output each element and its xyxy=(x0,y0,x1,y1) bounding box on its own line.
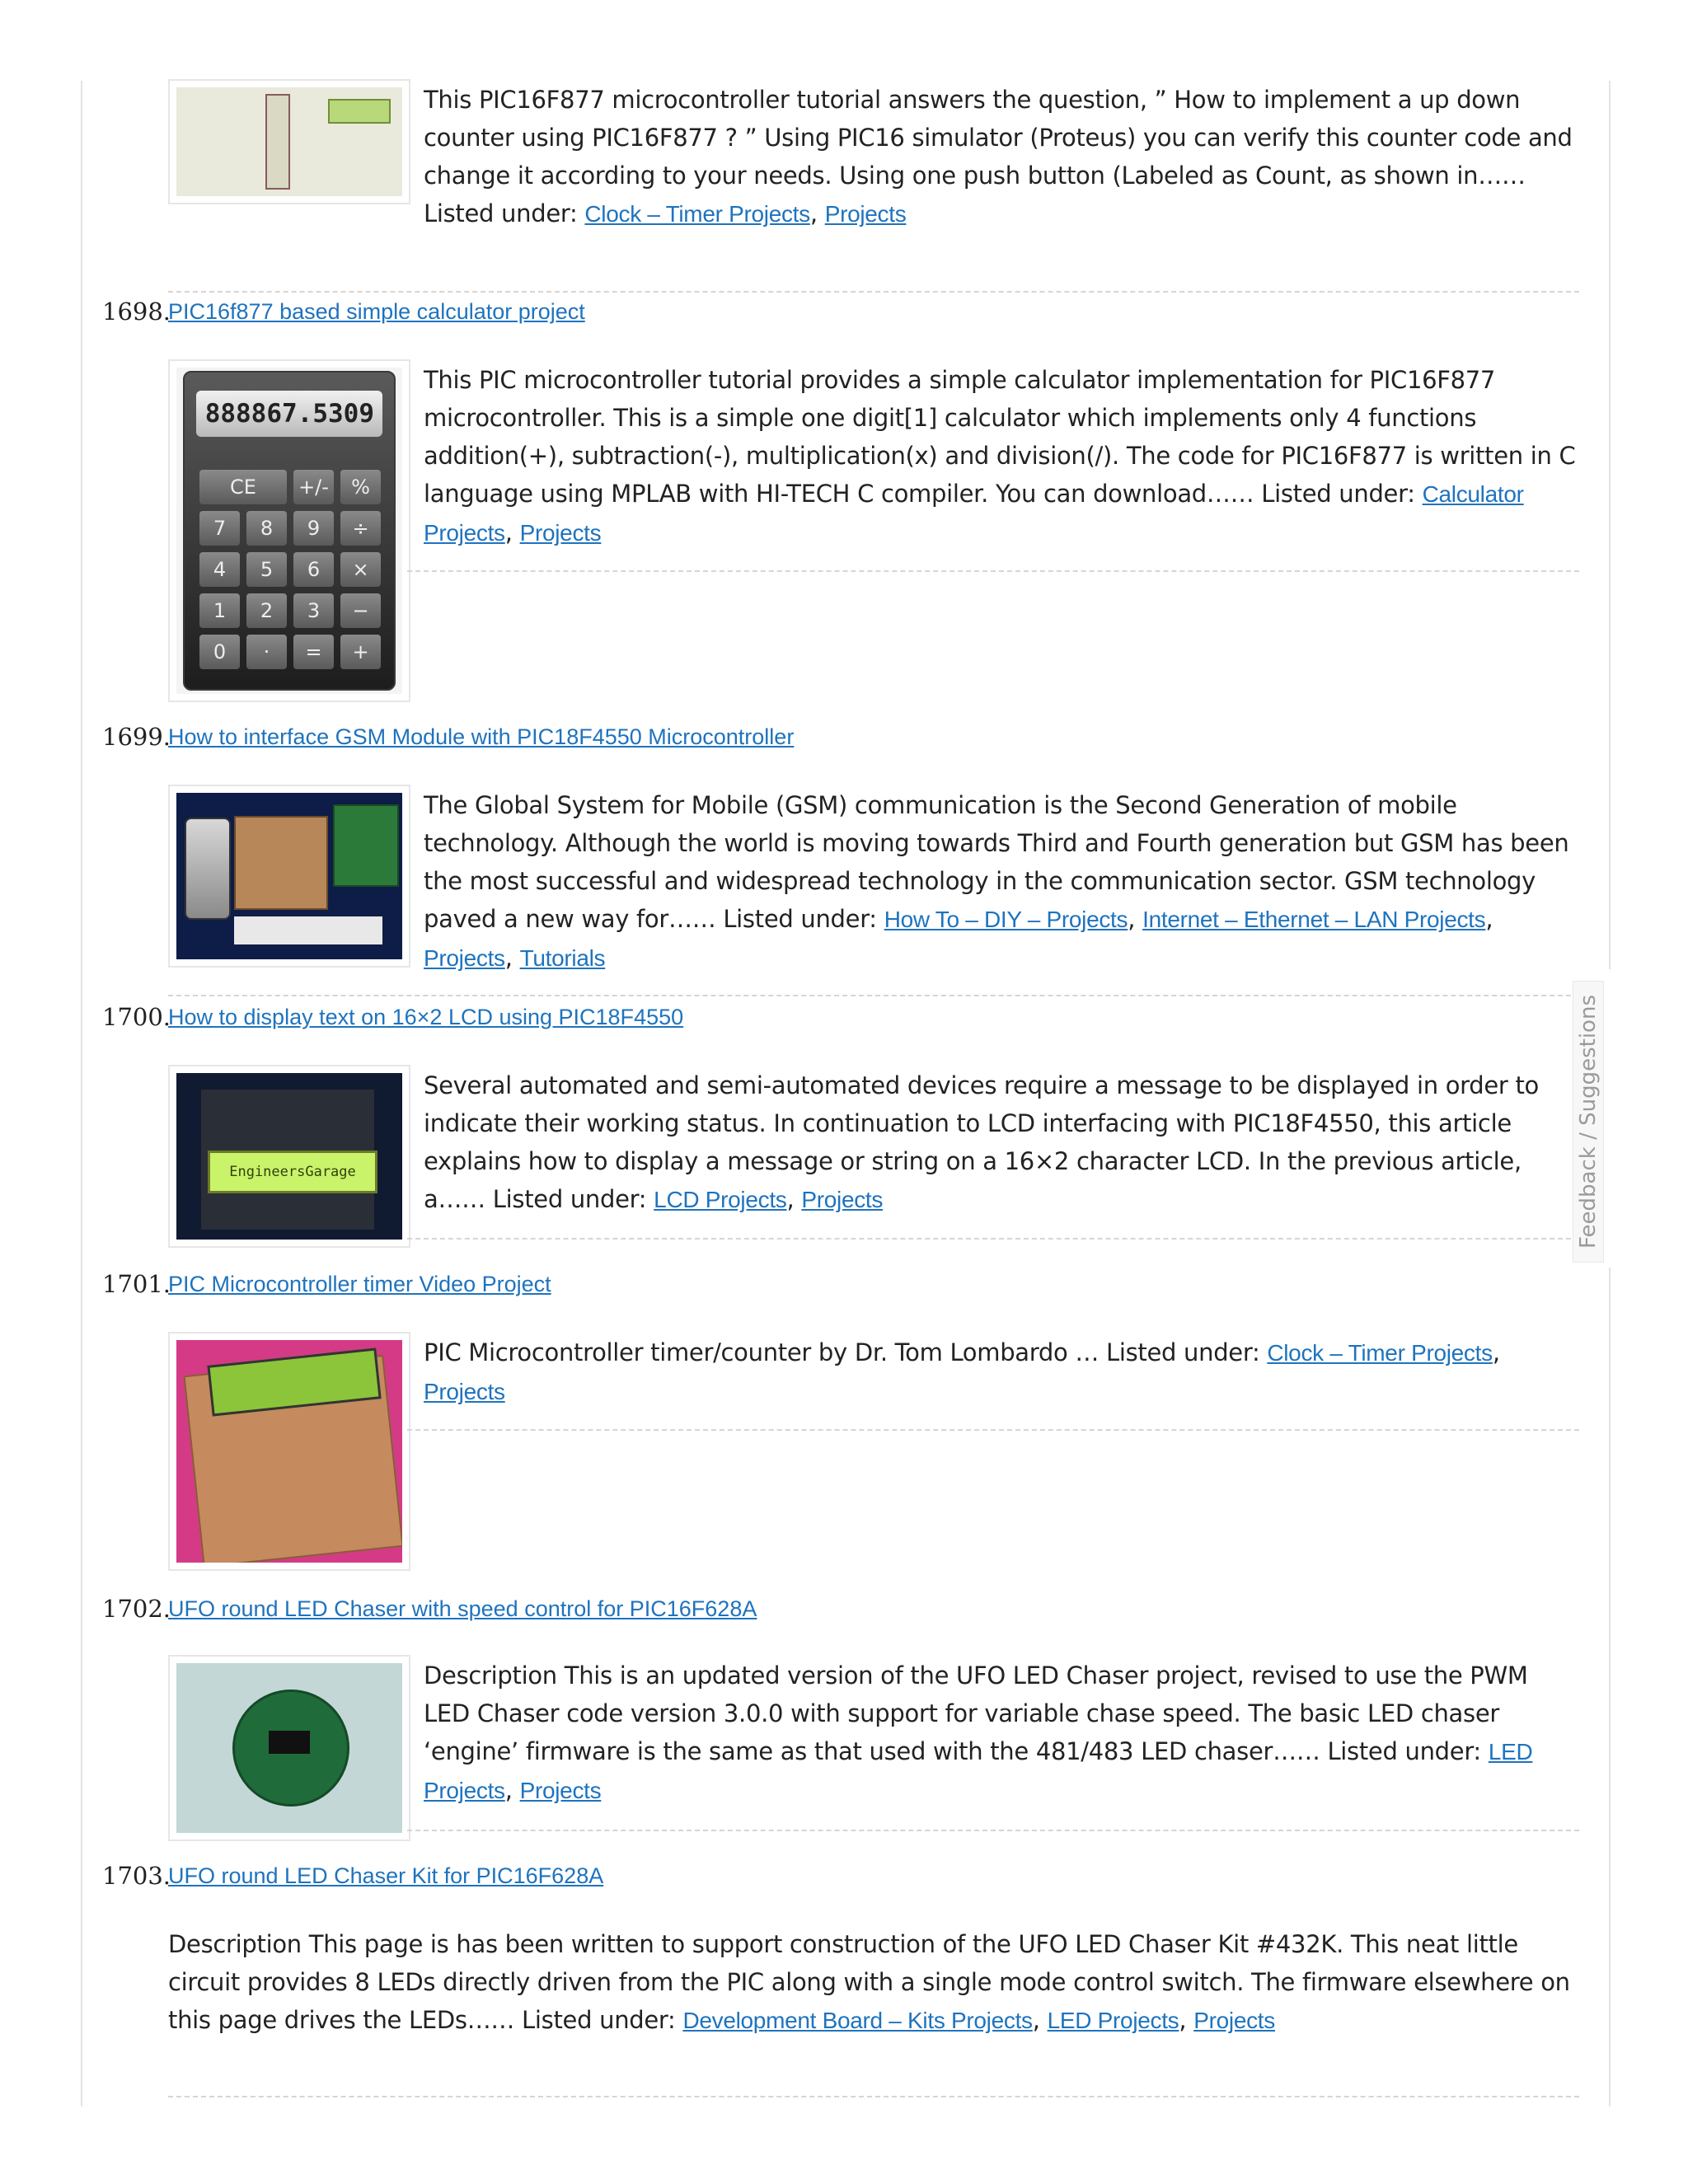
entry-description-text: This PIC16F877 microcontroller tutorial answers the question, ” How to implement a up down counter using PIC16F877 ? ” Using PIC16 simulator (Proteus) you can verify this counter code and change it according to your needs. Using one push button (Labeled as Count, as shown in…… Listed under: xyxy=(424,86,1573,227)
schematic-lcd xyxy=(328,99,391,124)
calculator-key: CE xyxy=(199,470,287,504)
calculator-image xyxy=(176,368,402,694)
entry-number: 1701. xyxy=(102,1270,171,1298)
calculator-key: ÷ xyxy=(340,511,381,546)
calculator-key: 1 xyxy=(199,593,240,628)
entry-number: 1703. xyxy=(102,1862,171,1890)
page-frame-left xyxy=(81,81,82,2107)
tag-link[interactable]: Projects xyxy=(801,1187,884,1212)
calculator-key: 7 xyxy=(199,511,240,546)
lcd-image xyxy=(176,1073,402,1240)
calculator-key: × xyxy=(340,552,381,587)
calculator-key: 6 xyxy=(293,552,334,587)
calculator-key: − xyxy=(340,593,381,628)
entry-description: PIC Microcontroller timer/counter by Dr. Tom Lombardo … Listed under: Clock – Timer Projects, Projects xyxy=(424,1338,1500,1404)
entry-number: 1698. xyxy=(102,298,171,326)
calculator-key: 5 xyxy=(246,552,287,587)
entry-description-text: This PIC microcontroller tutorial provides a simple calculator implementation for PIC16F877 microcontroller. This is a simple one digit[1] calculator which implements only 4 functions addition(+), subtraction(-), multiplication(x) and division(/). The code for PIC16F877 is written in C language using MPLAB with HI-TECH C compiler. You can download…… Listed under: xyxy=(424,366,1576,508)
entry-number: 1699. xyxy=(102,723,171,751)
entry-description-text: The Global System for Mobile (GSM) communication is the Second Generation of mobile technology. Although the world is moving towards Third and Fourth generation but GSM has been the most successful and widespread technology in the communication sector. GSM technology paved a new way for…… Listed under: xyxy=(424,791,1569,933)
tag-link[interactable]: LED Projects xyxy=(1047,2008,1179,2033)
entry-description: This PIC microcontroller tutorial provides a simple calculator implementation for PIC16F877 microcontroller. This is a simple one digit[1] calculator which implements only 4 functions addition(+), subtraction(-), multiplication(x) and division(/). The code for PIC16F877 is written in C language using MPLAB with HI-TECH C compiler. You can download…… Listed under: Calculator Projects, Projects xyxy=(424,366,1576,546)
gsm-module xyxy=(333,804,399,887)
calculator-key: +/- xyxy=(293,470,334,504)
calculator-display: 888867.5309 xyxy=(196,391,382,437)
entry-separator xyxy=(407,1830,1579,1831)
entry-separator xyxy=(168,995,1579,996)
calculator-key: 8 xyxy=(246,511,287,546)
entry-title-link[interactable]: UFO round LED Chaser Kit for PIC16F628A xyxy=(168,1863,604,1888)
entry-description-text: Several automated and semi-automated devices require a message to be displayed in order to indicate their working status. In continuation to LCD interfacing with PIC18F4550, this article explains how to display a message or string on a 16×2 character LCD. In the previous article, a…… Listed under: xyxy=(424,1071,1539,1213)
entry-separator xyxy=(407,1429,1579,1431)
entry-title-link[interactable]: PIC Microcontroller timer Video Project xyxy=(168,1272,551,1296)
tag-link[interactable]: Clock – Timer Projects xyxy=(1267,1340,1493,1366)
entry-title-link[interactable]: How to interface GSM Module with PIC18F4550 Microcontroller xyxy=(168,724,795,749)
entry-separator xyxy=(168,291,1579,293)
schematic-image xyxy=(176,87,402,196)
entry-title-link[interactable]: PIC16f877 based simple calculator project xyxy=(168,299,585,324)
entry-separator xyxy=(407,1238,1579,1240)
tag-link[interactable]: Projects xyxy=(519,520,602,546)
led-chip xyxy=(269,1731,310,1754)
entry-thumbnail[interactable] xyxy=(168,359,410,702)
tag-link[interactable]: Projects xyxy=(1193,2008,1275,2033)
entry-description: This PIC16F877 microcontroller tutorial answers the question, ” How to implement a up down counter using PIC16F877 ? ” Using PIC16 simulator (Proteus) you can verify this counter code and change it according to your needs. Using one push button (Labeled as Count, as shown in…… Listed under: Clock – Timer Projects, Projects xyxy=(424,86,1573,227)
entry-separator xyxy=(168,2096,1579,2097)
calculator-body xyxy=(183,371,396,691)
circuit-board xyxy=(234,816,328,910)
feedback-tab[interactable] xyxy=(1573,981,1604,1263)
tag-link[interactable]: How To – DIY – Projects xyxy=(884,907,1128,932)
tag-link[interactable]: Projects xyxy=(424,945,505,971)
entry-description: Several automated and semi-automated devices require a message to be displayed in order to indicate their working status. In continuation to LCD interfacing with PIC18F4550, this article explains how to display a message or string on a 16×2 character LCD. In the previous article, a…… Listed under: LCD Projects, Projects xyxy=(424,1071,1539,1213)
entry-title-link[interactable]: UFO round LED Chaser with speed control for PIC16F628A xyxy=(168,1596,757,1621)
entry-separator xyxy=(407,570,1579,572)
calculator-key: + xyxy=(340,635,381,669)
entry-thumbnail[interactable] xyxy=(168,79,410,204)
page-frame-right xyxy=(1609,81,1611,969)
tag-link[interactable]: Projects xyxy=(824,201,907,227)
entry-number: 1702. xyxy=(102,1595,171,1623)
entry-description-text: Description This is an updated version of the UFO LED Chaser project, revised to use the PWM LED Chaser code version 3.0.0 with support for variable chase speed. The basic LED chaser ‘engine’ firmware is the same as that used with the 481/483 LED chaser…… Listed under: xyxy=(424,1661,1528,1765)
entry-thumbnail[interactable] xyxy=(168,1065,410,1248)
tag-link[interactable]: Projects xyxy=(424,1379,505,1404)
timer-project-image xyxy=(176,1340,402,1563)
calculator-keypad xyxy=(199,470,381,669)
entry-description-text: PIC Microcontroller timer/counter by Dr. Tom Lombardo … Listed under: xyxy=(424,1338,1268,1366)
calculator-key: 4 xyxy=(199,552,240,587)
entry-thumbnail[interactable] xyxy=(168,785,410,968)
calculator-key: 3 xyxy=(293,593,334,628)
tag-link[interactable]: Projects xyxy=(519,1778,602,1803)
tag-link[interactable]: Tutorials xyxy=(519,945,606,971)
entry-thumbnail[interactable] xyxy=(168,1655,410,1841)
entry-number: 1700. xyxy=(102,1003,171,1031)
tag-link[interactable]: Internet – Ethernet – LAN Projects xyxy=(1142,907,1486,932)
entry-description: The Global System for Mobile (GSM) communication is the Second Generation of mobile technology. Although the world is moving towards Third and Fourth generation but GSM has been the most successful and widespread technology in the communication sector. GSM technology paved a new way for…… Listed under: How To – DIY – Projects, Internet – Ethernet – LAN Projects, Projects, Tutorials xyxy=(424,791,1569,972)
schematic-chip xyxy=(265,94,290,190)
tag-link[interactable]: LED Projects xyxy=(424,1739,1533,1803)
entry-description-text: Description This page is has been written to support construction of the UFO LED Chaser Kit #432K. This neat little circuit provides 8 LEDs directly driven from the PIC along with a single mode control switch. The firmware elsewhere on this page drives the LEDs…… Listed under: xyxy=(168,1930,1570,2034)
tag-link[interactable]: Clock – Timer Projects xyxy=(584,201,810,227)
ufo-chaser-image xyxy=(176,1663,402,1833)
feedback-label: Feedback / Suggestions xyxy=(1576,995,1601,1249)
calculator-key: 9 xyxy=(293,511,334,546)
entry-title-link[interactable]: How to display text on 16×2 LCD using PIC18F4550 xyxy=(168,1005,684,1029)
calculator-key: % xyxy=(340,470,381,504)
calculator-key: = xyxy=(293,635,334,669)
lcd-screen: EngineersGarage xyxy=(208,1151,377,1193)
tag-link[interactable]: LCD Projects xyxy=(654,1187,787,1212)
tag-link[interactable]: Development Board – Kits Projects xyxy=(682,2008,1033,2033)
mobile-phone xyxy=(185,818,231,920)
calculator-key: 0 xyxy=(199,635,240,669)
gsm-setup-image xyxy=(176,793,402,959)
entry-thumbnail[interactable] xyxy=(168,1332,410,1571)
entry-description: Description This page is has been written to support construction of the UFO LED Chaser Kit #432K. This neat little circuit provides 8 LEDs directly driven from the PIC along with a single mode control switch. The firmware elsewhere on this page drives the LEDs…… Listed under: Development Board – Kits Projects, LED Projects, Projects xyxy=(168,1930,1570,2034)
entry-description: Description This is an updated version of the UFO LED Chaser project, revised to use the PWM LED Chaser code version 3.0.0 with support for variable chase speed. The basic LED chaser ‘engine’ firmware is the same as that used with the 481/483 LED chaser…… Listed under: LED Projects, Projects xyxy=(424,1661,1533,1804)
page-frame-right-lower xyxy=(1609,1268,1611,2107)
breadboard xyxy=(234,916,382,944)
tag-link[interactable]: Calculator Projects xyxy=(424,481,1524,546)
calculator-key: 2 xyxy=(246,593,287,628)
calculator-key: · xyxy=(246,635,287,669)
